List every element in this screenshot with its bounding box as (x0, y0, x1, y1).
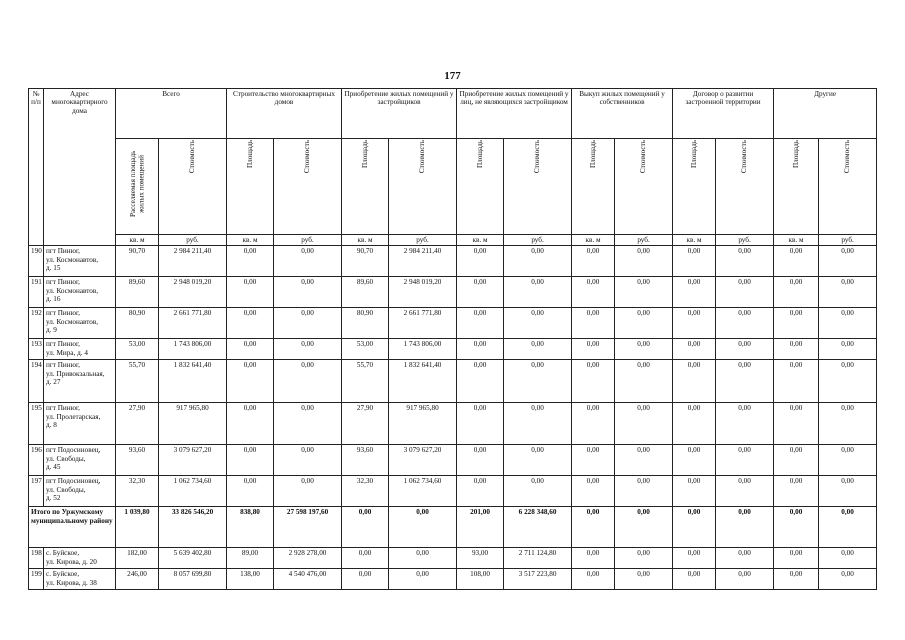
row-number: 193 (29, 339, 44, 360)
header-subcolumn (389, 139, 457, 235)
cell-value: 0,00 (615, 339, 673, 360)
table-row (29, 403, 877, 445)
cell-value: 0,00 (457, 246, 504, 277)
cell-value: 0,00 (819, 308, 877, 339)
table-row (29, 246, 877, 277)
cell-value: 0,00 (389, 569, 457, 590)
address-line: д. 27 (46, 377, 61, 386)
address-line: пгт Подосиновец, (46, 446, 101, 455)
address-line: ул. Космонавтов, (46, 317, 99, 326)
header-unit: кв. м (572, 235, 615, 246)
cell-value: 246,00 (116, 569, 159, 590)
cell-value: 1 743 806,00 (389, 339, 457, 360)
cell-value: 89,60 (116, 277, 159, 308)
cell-value: 0,00 (716, 277, 774, 308)
cell-value: 138,00 (227, 569, 274, 590)
row-address (44, 445, 116, 476)
cell-value: 0,00 (457, 445, 504, 476)
cell-value: 0,00 (716, 246, 774, 277)
cell-value: 2 661 771,80 (389, 308, 457, 339)
cell-value: 0,00 (457, 403, 504, 445)
header-subcolumn-label: Площадь (588, 140, 597, 169)
cell-value: 0,00 (457, 308, 504, 339)
address-line: д. 9 (46, 325, 57, 334)
cell-value: 93,60 (116, 445, 159, 476)
cell-value: 0,00 (389, 548, 457, 569)
header-subcolumn-label: Площадь (475, 140, 484, 169)
cell-value: 0,00 (274, 246, 342, 277)
total-value: 0,00 (716, 507, 774, 548)
cell-value: 0,00 (819, 277, 877, 308)
header-address: Адрес многоквартирного дома (44, 89, 116, 246)
total-value: 1 039,80 (116, 507, 159, 548)
total-value: 0,00 (673, 507, 716, 548)
table-row (29, 360, 877, 403)
total-value: 27 598 197,60 (274, 507, 342, 548)
header-unit: кв. м (774, 235, 819, 246)
header-unit: руб. (716, 235, 774, 246)
cell-value: 0,00 (615, 308, 673, 339)
cell-value: 0,00 (572, 246, 615, 277)
cell-value: 0,00 (227, 445, 274, 476)
cell-value: 0,00 (716, 569, 774, 590)
address-line: пгт Пинюг, (46, 247, 80, 256)
table-row (29, 569, 877, 590)
cell-value: 53,00 (342, 339, 389, 360)
total-value: 0,00 (774, 507, 819, 548)
cell-value: 1 062 734,60 (389, 476, 457, 507)
header-subcolumn (504, 139, 572, 235)
cell-value: 0,00 (716, 360, 774, 403)
header-subcolumn-label: Стоимость (843, 140, 852, 174)
cell-value: 3 517 223,80 (504, 569, 572, 590)
header-unit: кв. м (227, 235, 274, 246)
cell-value: 0,00 (227, 360, 274, 403)
cell-value: 0,00 (572, 403, 615, 445)
cell-value: 80,90 (116, 308, 159, 339)
total-value: 0,00 (342, 507, 389, 548)
cell-value: 0,00 (819, 548, 877, 569)
cell-value: 0,00 (274, 476, 342, 507)
header-group: Всего (116, 89, 227, 139)
header-group: Договор о развитии застроенной территории (673, 89, 774, 139)
address-line: ул. Свободы, (46, 485, 86, 494)
cell-value: 0,00 (457, 339, 504, 360)
header-subcolumn (673, 139, 716, 235)
cell-value: 0,00 (457, 277, 504, 308)
cell-value: 0,00 (572, 339, 615, 360)
cell-value: 0,00 (673, 476, 716, 507)
header-subcolumn-label: Стоимость (740, 140, 749, 174)
row-number: 194 (29, 360, 44, 403)
cell-value: 0,00 (572, 569, 615, 590)
header-num: № п/п (29, 89, 44, 246)
cell-value: 55,70 (116, 360, 159, 403)
row-number: 195 (29, 403, 44, 445)
header-group: Приобретение жилых помещений у застройщиков (342, 89, 457, 139)
table-row (29, 548, 877, 569)
cell-value: 0,00 (774, 476, 819, 507)
cell-value: 0,00 (774, 246, 819, 277)
header-row-groups (29, 89, 877, 139)
header-subcolumn (457, 139, 504, 235)
header-unit: руб. (389, 235, 457, 246)
row-number: 197 (29, 476, 44, 507)
header-subcolumn (819, 139, 877, 235)
cell-value: 53,00 (116, 339, 159, 360)
cell-value: 1 832 641,40 (389, 360, 457, 403)
cell-value: 80,90 (342, 308, 389, 339)
cell-value: 3 079 627,20 (159, 445, 227, 476)
cell-value: 0,00 (716, 445, 774, 476)
cell-value: 0,00 (774, 360, 819, 403)
header-subcolumn-label: Стоимость (533, 140, 542, 174)
cell-value: 0,00 (615, 246, 673, 277)
cell-value: 0,00 (572, 277, 615, 308)
cell-value: 0,00 (774, 339, 819, 360)
cell-value: 5 639 402,80 (159, 548, 227, 569)
address-line: ул. Привокзальная, (46, 369, 105, 378)
cell-value: 8 057 699,80 (159, 569, 227, 590)
cell-value: 0,00 (274, 308, 342, 339)
header-subcolumn (159, 139, 227, 235)
total-row (29, 507, 877, 548)
address-line: пгт Пинюг, (46, 404, 80, 413)
cell-value: 0,00 (227, 403, 274, 445)
cell-value: 0,00 (227, 246, 274, 277)
total-value: 0,00 (615, 507, 673, 548)
cell-value: 0,00 (716, 476, 774, 507)
cell-value: 0,00 (819, 569, 877, 590)
cell-value: 90,70 (116, 246, 159, 277)
cell-value: 0,00 (673, 569, 716, 590)
cell-value: 2 928 278,00 (274, 548, 342, 569)
table-row (29, 308, 877, 339)
header-subcolumn (716, 139, 774, 235)
cell-value: 108,00 (457, 569, 504, 590)
cell-value: 32,30 (342, 476, 389, 507)
cell-value: 2 948 019,20 (389, 277, 457, 308)
header-subcolumn (774, 139, 819, 235)
cell-value: 3 079 627,20 (389, 445, 457, 476)
cell-value: 0,00 (819, 403, 877, 445)
address-line: д. 8 (46, 420, 57, 429)
address-line: пгт Пинюг, (46, 278, 80, 287)
header-unit: руб. (819, 235, 877, 246)
cell-value: 0,00 (227, 339, 274, 360)
address-line: ул. Космонавтов, (46, 255, 99, 264)
cell-value: 2 711 124,80 (504, 548, 572, 569)
cell-value: 0,00 (504, 445, 572, 476)
cell-value: 0,00 (572, 476, 615, 507)
header-subcolumn-label: Площадь (245, 140, 254, 169)
cell-value: 0,00 (504, 277, 572, 308)
table-row (29, 445, 877, 476)
header-subcolumn-label: Площадь (791, 140, 800, 169)
row-number: 192 (29, 308, 44, 339)
cell-value: 0,00 (774, 548, 819, 569)
row-address (44, 246, 116, 277)
cell-value: 0,00 (572, 445, 615, 476)
cell-value: 0,00 (572, 308, 615, 339)
page-number: 177 (444, 70, 461, 82)
header-unit: кв. м (673, 235, 716, 246)
row-address (44, 476, 116, 507)
table-row (29, 277, 877, 308)
cell-value: 0,00 (504, 246, 572, 277)
cell-value: 0,00 (274, 339, 342, 360)
address-line: с. Буйское, (46, 549, 80, 558)
total-label: Итого по Уржумскому муниципальному району (29, 507, 116, 548)
address-line: ул. Пролетарская, (46, 412, 101, 421)
cell-value: 0,00 (227, 476, 274, 507)
cell-value: 0,00 (716, 548, 774, 569)
cell-value: 0,00 (274, 360, 342, 403)
header-subcolumn (615, 139, 673, 235)
cell-value: 0,00 (673, 548, 716, 569)
cell-value: 32,30 (116, 476, 159, 507)
cell-value: 0,00 (615, 277, 673, 308)
cell-value: 0,00 (774, 277, 819, 308)
address-line: ул. Кирова, д. 20 (46, 557, 97, 566)
cell-value: 0,00 (615, 360, 673, 403)
total-value: 0,00 (572, 507, 615, 548)
cell-value: 0,00 (716, 403, 774, 445)
header-unit: кв. м (342, 235, 389, 246)
address-line: д. 15 (46, 263, 61, 272)
cell-value: 0,00 (342, 569, 389, 590)
header-subcolumn-label: Стоимость (303, 140, 312, 174)
total-value: 0,00 (389, 507, 457, 548)
cell-value: 0,00 (673, 360, 716, 403)
header-unit: руб. (274, 235, 342, 246)
header-unit: руб. (615, 235, 673, 246)
cell-value: 0,00 (504, 476, 572, 507)
cell-value: 0,00 (819, 246, 877, 277)
cell-value: 0,00 (819, 360, 877, 403)
row-number: 190 (29, 246, 44, 277)
header-subcolumn (227, 139, 274, 235)
cell-value: 1 832 641,40 (159, 360, 227, 403)
cell-value: 0,00 (572, 548, 615, 569)
address-line: пгт Пинюг, (46, 309, 80, 318)
cell-value: 0,00 (819, 476, 877, 507)
address-line: д. 52 (46, 493, 61, 502)
address-line: д. 16 (46, 294, 61, 303)
cell-value: 0,00 (774, 445, 819, 476)
cell-value: 0,00 (274, 445, 342, 476)
cell-value: 0,00 (615, 445, 673, 476)
address-line: пгт Пинюг, (46, 340, 80, 349)
cell-value: 55,70 (342, 360, 389, 403)
cell-value: 0,00 (227, 277, 274, 308)
cell-value: 0,00 (774, 403, 819, 445)
address-line: ул. Космонавтов, (46, 286, 99, 295)
cell-value: 0,00 (457, 360, 504, 403)
header-subcolumn (274, 139, 342, 235)
address-line: пгт Пинюг, (46, 361, 80, 370)
row-number: 199 (29, 569, 44, 590)
cell-value: 0,00 (673, 339, 716, 360)
total-value: 33 826 546,20 (159, 507, 227, 548)
cell-value: 0,00 (673, 277, 716, 308)
cell-value: 0,00 (274, 403, 342, 445)
cell-value: 0,00 (673, 445, 716, 476)
header-subcolumn-label: Стоимость (188, 140, 197, 174)
header-group: Другие (774, 89, 877, 139)
header-subcolumn (342, 139, 389, 235)
cell-value: 0,00 (673, 246, 716, 277)
cell-value: 2 661 771,80 (159, 308, 227, 339)
cell-value: 0,00 (615, 569, 673, 590)
cell-value: 2 948 019,20 (159, 277, 227, 308)
cell-value: 0,00 (673, 403, 716, 445)
header-subcolumn-label: Расселяемая площадь жилых помещений (128, 150, 145, 218)
cell-value: 0,00 (342, 548, 389, 569)
cell-value: 0,00 (774, 569, 819, 590)
cell-value: 0,00 (615, 548, 673, 569)
address-line: д. 45 (46, 462, 61, 471)
row-address (44, 308, 116, 339)
cell-value: 1 743 806,00 (159, 339, 227, 360)
row-address (44, 360, 116, 403)
cell-value: 0,00 (716, 308, 774, 339)
header-subcolumn-label: Площадь (689, 140, 698, 169)
cell-value: 0,00 (504, 339, 572, 360)
cell-value: 0,00 (504, 360, 572, 403)
header-unit: руб. (504, 235, 572, 246)
table-body (29, 246, 877, 590)
cell-value: 93,00 (457, 548, 504, 569)
total-value: 201,00 (457, 507, 504, 548)
cell-value: 0,00 (716, 339, 774, 360)
cell-value: 0,00 (227, 308, 274, 339)
row-address (44, 569, 116, 590)
cell-value: 90,70 (342, 246, 389, 277)
cell-value: 0,00 (457, 476, 504, 507)
row-address (44, 339, 116, 360)
address-line: ул. Мира, д. 4 (46, 348, 88, 357)
address-line: ул. Свободы, (46, 454, 86, 463)
cell-value: 0,00 (504, 403, 572, 445)
cell-value: 0,00 (504, 308, 572, 339)
cell-value: 93,60 (342, 445, 389, 476)
header-subcolumn-label: Стоимость (639, 140, 648, 174)
address-line: пгт Подосиновец, (46, 477, 101, 486)
cell-value: 0,00 (572, 360, 615, 403)
cell-value: 0,00 (819, 339, 877, 360)
cell-value: 89,00 (227, 548, 274, 569)
header-unit: кв. м (457, 235, 504, 246)
cell-value: 0,00 (673, 308, 716, 339)
header-subcolumn (572, 139, 615, 235)
row-address (44, 548, 116, 569)
cell-value: 2 984 211,40 (389, 246, 457, 277)
row-number: 196 (29, 445, 44, 476)
row-address (44, 403, 116, 445)
header-unit: руб. (159, 235, 227, 246)
header-group: Выкуп жилых помещений у собственников (572, 89, 673, 139)
cell-value: 917 965,80 (159, 403, 227, 445)
header-row-units (29, 235, 877, 246)
cell-value: 89,60 (342, 277, 389, 308)
address-line: ул. Кирова, д. 38 (46, 578, 97, 587)
cell-value: 4 540 476,00 (274, 569, 342, 590)
header-subcolumn-label: Стоимость (418, 140, 427, 174)
total-value: 838,80 (227, 507, 274, 548)
header-row-subcolumns (29, 139, 877, 235)
total-value: 0,00 (819, 507, 877, 548)
row-address (44, 277, 116, 308)
cell-value: 0,00 (274, 277, 342, 308)
header-subcolumn-label: Площадь (360, 140, 369, 169)
row-number: 198 (29, 548, 44, 569)
cell-value: 182,00 (116, 548, 159, 569)
header-unit: кв. м (116, 235, 159, 246)
table-row (29, 339, 877, 360)
cell-value: 27,90 (116, 403, 159, 445)
cell-value: 917 965,80 (389, 403, 457, 445)
row-number: 191 (29, 277, 44, 308)
table-row (29, 476, 877, 507)
header-group: Приобретение жилых помещений у лиц, не являющихся застройщиком (457, 89, 572, 139)
address-line: с. Буйское, (46, 570, 80, 579)
total-value: 6 228 348,60 (504, 507, 572, 548)
cell-value: 0,00 (819, 445, 877, 476)
cell-value: 0,00 (615, 476, 673, 507)
cell-value: 0,00 (774, 308, 819, 339)
cell-value: 1 062 734,60 (159, 476, 227, 507)
cell-value: 2 984 211,40 (159, 246, 227, 277)
cell-value: 0,00 (615, 403, 673, 445)
header-group: Строительство многоквартирных домов (227, 89, 342, 139)
cell-value: 27,90 (342, 403, 389, 445)
register-table (28, 88, 877, 590)
header-subcolumn (116, 139, 159, 235)
